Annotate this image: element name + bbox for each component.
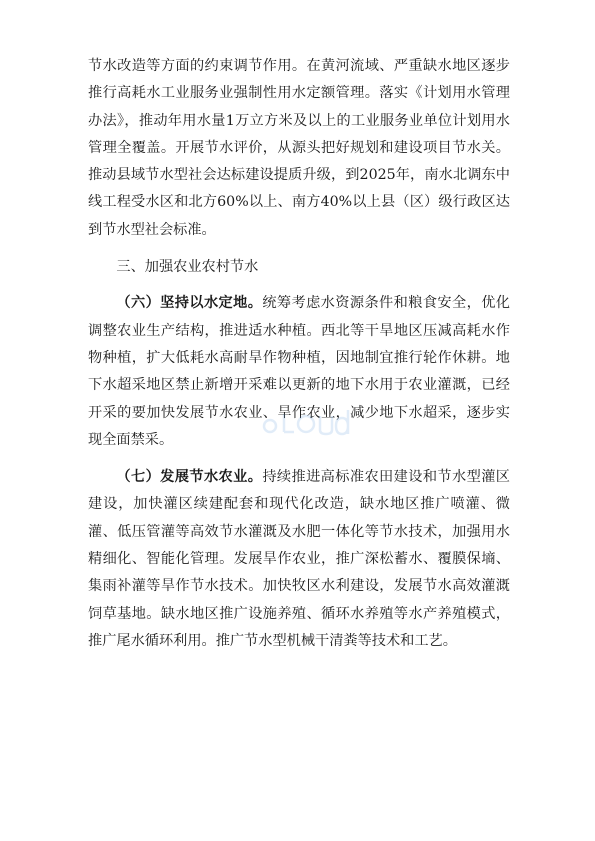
paragraph-item-7 [88, 464, 510, 655]
paragraph-continuation: 节水改造等方面的约束调节作用。在黄河流域、严重缺水地区逐步推行高耗水工业服务业强制性用水定额管理。落实《计划用水管理办法》，推动年用水量1万立方米及以上的工业服务业单位计划用水管理全覆盖。开展节水评价，从源头把好规划和建设项目节水关。推动县域节水型社会达标建设提质升级，到2025年，南水北调东中线工程受水区和北方60%以上、南方40%以上县（区）级行政区达到节水型社会标准。 [88, 58, 510, 238]
item-7-lead: （七）发展节水农业。 [116, 469, 263, 486]
item-6-text: 统筹考虑水资源条件和粮食安全，优化调整农业生产结构，推进适水种植。西北等干旱地区压减高耗水作物种植，扩大低耗水高耐旱作物种植，因地制宜推行轮作休耕。地下水超采地区禁止新增开采难以更新的地下水用于农业灌溉，已经开采的要加快发展节水农业、旱作农业，减少地下水超采，逐步实现全面禁采。 [88, 295, 510, 448]
paragraph-item-6 [88, 290, 510, 454]
item-6-lead: （六）坚持以水定地。 [116, 295, 263, 312]
document-body [88, 53, 510, 655]
item-7-text: 持续推进高标准农田建设和节水型灌区建设，加快灌区续建配套和现代化改造，缺水地区推广喷灌、微灌、低压管灌等高效节水灌溉及水肥一体化等节水技术，加强用水精细化、智能化管理。发展旱作农业，推广深松蓄水、覆膜保墒、集雨补灌等旱作节水技术。加快牧区水利建设，发展节水高效灌溉饲草基地。缺水地区推广设施养殖、循环水养殖等水产养殖模式，推广尾水循环利用。推广节水型机械干清粪等技术和工艺。 [88, 469, 510, 649]
section-heading: 三、加强农业农村节水 [116, 259, 259, 276]
